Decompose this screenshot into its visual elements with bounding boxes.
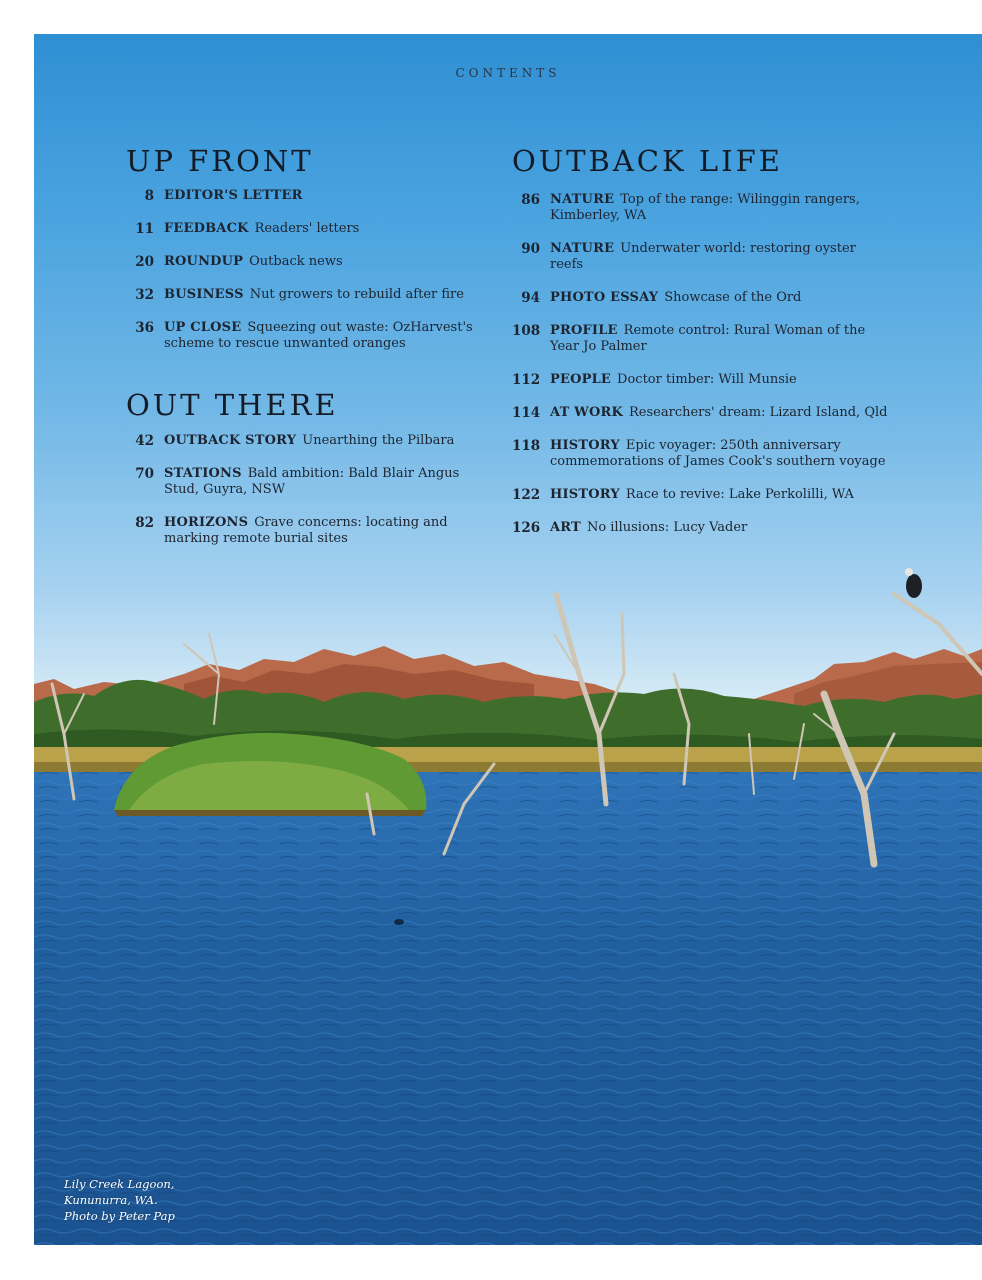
section-heading: OUTBACK LIFE bbox=[512, 144, 783, 178]
section-outback-life bbox=[512, 144, 892, 536]
entry-desc: No illusions: Lucy Vader bbox=[586, 520, 748, 535]
toc-entry[interactable] bbox=[512, 290, 892, 306]
entry-title: HORIZONS bbox=[164, 515, 249, 530]
entry-title: OUTBACK STORY bbox=[164, 433, 297, 448]
toc-entry[interactable] bbox=[126, 466, 476, 498]
toc-entry[interactable] bbox=[126, 320, 476, 352]
page-number: 118 bbox=[512, 438, 541, 454]
toc-entry[interactable] bbox=[126, 287, 476, 303]
page-number: 108 bbox=[512, 323, 541, 339]
entry-title: HISTORY bbox=[550, 438, 620, 453]
toc-entry[interactable] bbox=[512, 438, 892, 470]
entry-desc: Readers' letters bbox=[254, 221, 360, 236]
toc-entry[interactable] bbox=[126, 515, 476, 547]
page-number: 42 bbox=[135, 433, 154, 449]
entry-desc: Bald ambition: Bald Blair Angus Stud, Guyra, NSW bbox=[164, 466, 460, 497]
contents-header: CONTENTS bbox=[455, 66, 561, 80]
caption-line: Lily Creek Lagoon, bbox=[64, 1177, 175, 1191]
entry-title: PHOTO ESSAY bbox=[550, 290, 659, 305]
page-number: 114 bbox=[512, 405, 541, 421]
toc-entry[interactable] bbox=[512, 323, 892, 355]
entry-title: NATURE bbox=[550, 241, 615, 256]
entry-desc: Squeezing out waste: OzHarvest's scheme to rescue unwanted oranges bbox=[164, 320, 473, 351]
entry-title: NATURE bbox=[550, 192, 615, 207]
entry-desc: Outback news bbox=[249, 254, 343, 269]
entry-desc: Remote control: Rural Woman of the Year Jo Palmer bbox=[550, 323, 866, 354]
toc-entry[interactable] bbox=[512, 241, 892, 273]
page-number: 20 bbox=[135, 254, 154, 270]
entry-title: HISTORY bbox=[550, 487, 620, 502]
page-number: 86 bbox=[521, 192, 540, 208]
page-number: 82 bbox=[135, 515, 154, 531]
toc-entry[interactable] bbox=[512, 372, 892, 388]
toc-entry[interactable] bbox=[512, 487, 892, 503]
caption-line: Photo by Peter Pap bbox=[64, 1209, 175, 1223]
toc-entry[interactable] bbox=[126, 433, 476, 449]
entry-desc: Showcase of the Ord bbox=[664, 290, 802, 305]
toc-entry[interactable] bbox=[126, 254, 476, 270]
entry-title: ROUNDUP bbox=[164, 254, 244, 269]
toc-entry[interactable] bbox=[126, 221, 476, 237]
entry-desc: Researchers' dream: Lizard Island, Qld bbox=[629, 405, 888, 420]
section-heading: UP FRONT bbox=[126, 144, 314, 178]
page-number: 112 bbox=[512, 372, 541, 388]
entry-desc: Race to revive: Lake Perkolilli, WA bbox=[625, 487, 854, 502]
entry-desc: Underwater world: restoring oyster reefs bbox=[550, 241, 856, 272]
toc-entry[interactable] bbox=[512, 192, 892, 224]
entry-desc: Nut growers to rebuild after fire bbox=[249, 287, 464, 302]
page-number: 32 bbox=[135, 287, 154, 303]
entry-desc: Top of the range: Wilinggin rangers, Kimberley, WA bbox=[550, 192, 860, 223]
page-number: 36 bbox=[135, 320, 154, 336]
entry-title: ART bbox=[550, 520, 581, 535]
entry-title: AT WORK bbox=[550, 405, 624, 420]
page-number: 122 bbox=[512, 487, 541, 503]
entry-title: PEOPLE bbox=[550, 372, 612, 387]
entry-title: EDITOR'S LETTER bbox=[164, 188, 303, 203]
photo-caption bbox=[64, 1176, 175, 1224]
entry-title: BUSINESS bbox=[164, 287, 244, 302]
section-out-there bbox=[126, 388, 476, 547]
toc-entry[interactable] bbox=[126, 188, 476, 204]
section-heading: OUT THERE bbox=[126, 388, 339, 422]
entry-title: STATIONS bbox=[164, 466, 242, 481]
toc-entry[interactable] bbox=[512, 405, 892, 421]
caption-line: Kununurra, WA. bbox=[64, 1193, 158, 1207]
entry-title: FEEDBACK bbox=[164, 221, 249, 236]
entry-desc: Epic voyager: 250th anniversary commemorations of James Cook's southern voyage bbox=[550, 438, 886, 469]
contents-page bbox=[34, 34, 982, 1245]
page-number: 8 bbox=[144, 188, 154, 204]
entry-desc: Unearthing the Pilbara bbox=[302, 433, 455, 448]
page-number: 126 bbox=[512, 520, 541, 536]
page-number: 90 bbox=[521, 241, 540, 257]
entry-title: UP CLOSE bbox=[164, 320, 242, 335]
page-number: 11 bbox=[135, 221, 154, 237]
page-number: 94 bbox=[521, 290, 540, 306]
page-number: 70 bbox=[135, 466, 154, 482]
toc-entry[interactable] bbox=[512, 520, 892, 536]
entry-desc: Doctor timber: Will Munsie bbox=[617, 372, 797, 387]
entry-title: PROFILE bbox=[550, 323, 618, 338]
entry-desc: Grave concerns: locating and marking remote burial sites bbox=[164, 515, 448, 546]
section-up-front bbox=[126, 144, 476, 352]
